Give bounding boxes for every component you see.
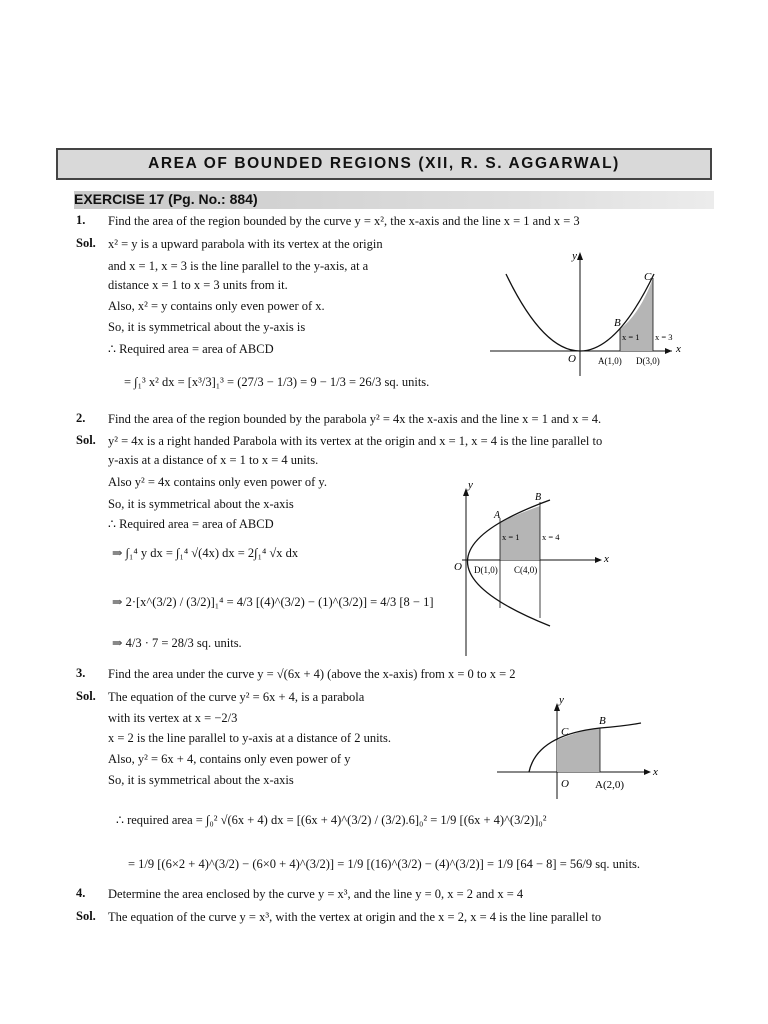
solution-equation: = 1/9 [(6×2 + 4)^(3/2) − (6×0 + 4)^(3/2)] = 1/9 [(16)^(3/2) − (4)^(3/2)] = 1/9 [64 − 8] = 56/9 sq. units. <box>128 857 641 871</box>
solution-line: Also, y² = 6x + 4, contains only even power of y <box>108 752 351 766</box>
graph-label: A(1,0) <box>598 356 622 366</box>
graph-label: C <box>561 726 569 738</box>
question-text: Find the area under the curve y = √(6x + 4) (above the x-axis) from x = 0 to x = 2 <box>108 667 516 681</box>
solution-equation: ⇒ 4/3 · 7 = 28/3 sq. units. <box>112 636 242 650</box>
x-axis-arrow <box>595 557 602 563</box>
solution-line: ∴ Required area = area of ABCD <box>108 517 274 531</box>
graph-label: x <box>653 766 658 778</box>
graph-label: x = 1 <box>502 532 520 542</box>
solution-label: Sol. <box>76 433 96 447</box>
graph-label: y <box>468 479 473 491</box>
solution-line: So, it is symmetrical about the y-axis is <box>108 320 306 334</box>
solution-label: Sol. <box>76 909 96 923</box>
solution-equation: ⇒ 2·[x^(3/2) / (3/2)]₁⁴ = 4/3 [(4)^(3/2) − (1)^(3/2)] = 4/3 [8 − 1] <box>112 595 434 609</box>
solution-equation: = ∫₁³ x² dx = [x³/3]₁³ = (27/3 − 1/3) = 9 − 1/3 = 26/3 sq. units. <box>124 375 430 389</box>
graph-label: y <box>572 250 577 262</box>
solution-line: ∴ Required area = area of ABCD <box>108 342 274 356</box>
solution-line: So, it is symmetrical about the x-axis <box>108 497 294 511</box>
graph-label: x = 3 <box>655 332 673 342</box>
x-axis-arrow <box>644 769 651 775</box>
graph-label: B <box>535 492 542 503</box>
question-number: 3. <box>76 666 86 680</box>
solution-line: Also, x² = y contains only even power of x. <box>108 299 325 313</box>
question-number: 4. <box>76 886 86 900</box>
graph-label: x = 4 <box>542 532 560 542</box>
x-axis-arrow <box>665 348 672 354</box>
question-text: Find the area of the region bounded by the parabola y² = 4x the x-axis and the line x = 1 and x = 4. <box>108 412 602 426</box>
curve-graph-q3 <box>495 695 670 805</box>
graph-label: x <box>604 553 609 565</box>
solution-equation: ∴ required area = ∫₀² √(6x + 4) dx = [(6x + 4)^(3/2) / (3/2).6]₀² = 1/9 [(6x + 4)^(3/2)]₀² <box>116 813 547 827</box>
graph-label: D(1,0) <box>474 565 498 575</box>
chapter-title-banner <box>56 148 712 180</box>
solution-line: The equation of the curve y = x³, with the vertex at origin and the x = 2, x = 4 is the line parallel to <box>108 910 602 924</box>
graph-label: D(3,0) <box>636 356 660 366</box>
solution-line: x = 2 is the line parallel to y-axis at a distance of 2 units. <box>108 731 392 745</box>
graph-label: B <box>599 715 606 727</box>
solution-line: Also y² = 4x contains only even power of y. <box>108 475 327 489</box>
graph-label: A <box>494 510 501 521</box>
solution-line: and x = 1, x = 3 is the line parallel to the y-axis, at a <box>108 259 369 273</box>
chapter-title: AREA OF BOUNDED REGIONS (XII, R. S. AGGARWAL) <box>148 155 620 172</box>
solution-line: distance x = 1 to x = 3 units from it. <box>108 278 288 292</box>
graph-label: O <box>568 353 576 365</box>
question-number: 2. <box>76 411 86 425</box>
graph-label: x = 1 <box>622 332 640 342</box>
parabola-graph-q1 <box>490 248 700 378</box>
graph-label: O <box>454 561 462 573</box>
solution-label: Sol. <box>76 236 96 250</box>
graph-label: B <box>614 317 621 329</box>
solution-label: Sol. <box>76 689 96 703</box>
graph-label: O <box>561 778 569 790</box>
question-text: Determine the area enclosed by the curve y = x³, and the line y = 0, x = 2 and x = 4 <box>108 887 524 901</box>
graph-label: y <box>559 695 564 706</box>
solution-equation: ⇒ ∫₁⁴ y dx = ∫₁⁴ √(4x) dx = 2∫₁⁴ √x dx <box>112 546 299 560</box>
solution-line: x² = y is a upward parabola with its vertex at the origin <box>108 237 383 251</box>
solution-line: The equation of the curve y² = 6x + 4, is a parabola <box>108 690 365 704</box>
graph-label: C <box>644 271 652 283</box>
graph-label: C(4,0) <box>514 565 538 575</box>
solution-line: y² = 4x is a right handed Parabola with its vertex at the origin and x = 1, x = 4 is the line parallel to <box>108 434 603 448</box>
exercise-heading-bar <box>74 191 714 209</box>
graph-label: x <box>676 343 681 355</box>
question-number: 1. <box>76 213 86 227</box>
solution-line: y-axis at a distance of x = 1 to x = 4 units. <box>108 453 319 467</box>
question-text: Find the area of the region bounded by the curve y = x², the x-axis and the line x = 1 and x = 3 <box>108 214 580 228</box>
solution-line: with its vertex at x = −2/3 <box>108 711 238 725</box>
solution-line: So, it is symmetrical about the x-axis <box>108 773 294 787</box>
parabola-graph-q2 <box>440 478 615 658</box>
graph-label: A(2,0) <box>595 779 625 791</box>
y-axis-arrow <box>577 252 583 260</box>
exercise-heading: EXERCISE 17 (Pg. No.: 884) <box>74 191 258 207</box>
